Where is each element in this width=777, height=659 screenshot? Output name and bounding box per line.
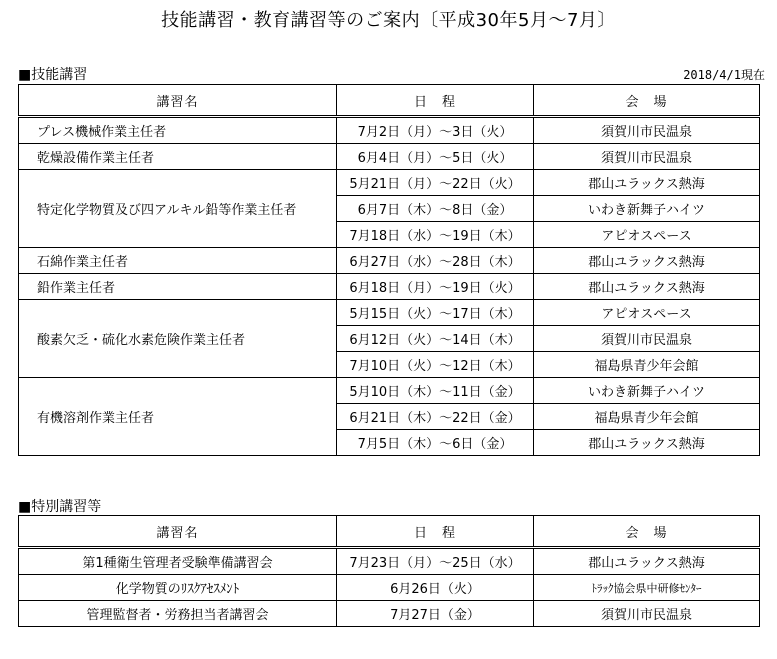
course-venue: 郡山ユラックス熱海 <box>534 170 760 196</box>
course-venue: 郡山ユラックス熱海 <box>534 430 760 456</box>
course-date: 7月18日（水）～19日（木） <box>337 222 534 248</box>
course-venue: 郡山ユラックス熱海 <box>534 248 760 274</box>
course-venue: 郡山ユラックス熱海 <box>534 274 760 300</box>
course-date: 6月27日（水）～28日（木） <box>337 248 534 274</box>
table-row <box>19 548 760 575</box>
table-row <box>19 601 760 627</box>
skill-course-table <box>18 84 760 456</box>
skill-section-heading: ■技能講習 <box>18 67 88 83</box>
table-row <box>19 170 760 196</box>
course-venue: 郡山ユラックス熱海 <box>534 548 760 575</box>
page-title: 技能講習・教育講習等のご案内〔平成30年5月～7月〕 <box>161 10 616 31</box>
course-date: 7月27日（金） <box>337 601 534 627</box>
table-row <box>19 117 760 144</box>
course-name: 特定化学物質及び四アルキル鉛等作業主任者 <box>19 170 337 248</box>
course-venue: 須賀川市民温泉 <box>534 117 760 144</box>
table-header-row <box>19 516 760 548</box>
course-name: 乾燥設備作業主任者 <box>19 144 337 170</box>
header-venue: 会 場 <box>534 85 760 117</box>
table-row <box>19 248 760 274</box>
course-date: 6月12日（火）～14日（木） <box>337 326 534 352</box>
course-date: 6月7日（木）～8日（金） <box>337 196 534 222</box>
course-name: 有機溶剤作業主任者 <box>19 378 337 456</box>
course-name: プレス機械作業主任者 <box>19 117 337 144</box>
table-row <box>19 144 760 170</box>
table-row <box>19 300 760 326</box>
course-venue: いわき新舞子ハイツ <box>534 378 760 404</box>
course-venue: 須賀川市民温泉 <box>534 326 760 352</box>
header-date: 日 程 <box>337 85 534 117</box>
course-venue: いわき新舞子ハイツ <box>534 196 760 222</box>
as-of-date: 2018/4/1現在 <box>683 68 765 82</box>
course-venue: 須賀川市民温泉 <box>534 144 760 170</box>
course-date: 6月4日（月）～5日（火） <box>337 144 534 170</box>
header-course: 講習名 <box>19 516 337 548</box>
course-date: 5月15日（火）～17日（木） <box>337 300 534 326</box>
course-venue: 福島県青少年会館 <box>534 404 760 430</box>
course-name: 鉛作業主任者 <box>19 274 337 300</box>
table-header-row <box>19 85 760 117</box>
course-venue: 福島県青少年会館 <box>534 352 760 378</box>
table-row <box>19 575 760 601</box>
course-venue: アピオスペース <box>534 222 760 248</box>
header-course: 講習名 <box>19 85 337 117</box>
course-name: 酸素欠乏・硫化水素危険作業主任者 <box>19 300 337 378</box>
table-row <box>19 274 760 300</box>
course-date: 5月21日（月）～22日（火） <box>337 170 534 196</box>
course-date: 6月18日（月）～19日（火） <box>337 274 534 300</box>
course-name: 第1種衛生管理者受験準備講習会 <box>19 548 337 575</box>
course-date: 5月10日（木）～11日（金） <box>337 378 534 404</box>
table-row <box>19 378 760 404</box>
course-date: 6月26日（火） <box>337 575 534 601</box>
course-date: 7月10日（火）～12日（木） <box>337 352 534 378</box>
course-venue: アピオスペース <box>534 300 760 326</box>
special-section-heading: ■特別講習等 <box>18 499 102 515</box>
course-name: 化学物質のﾘｽｸｱｾｽﾒﾝﾄ <box>19 575 337 601</box>
course-date: 7月23日（月）～25日（水） <box>337 548 534 575</box>
course-name: 石綿作業主任者 <box>19 248 337 274</box>
header-venue: 会 場 <box>534 516 760 548</box>
special-course-table <box>18 515 760 627</box>
course-venue: 須賀川市民温泉 <box>534 601 760 627</box>
course-name: 管理監督者・労務担当者講習会 <box>19 601 337 627</box>
course-date: 7月5日（木）～6日（金） <box>337 430 534 456</box>
course-date: 7月2日（月）～3日（火） <box>337 117 534 144</box>
course-date: 6月21日（木）～22日（金） <box>337 404 534 430</box>
course-venue: ﾄﾗｯｸ協会県中研修ｾﾝﾀｰ <box>534 575 760 601</box>
header-date: 日 程 <box>337 516 534 548</box>
